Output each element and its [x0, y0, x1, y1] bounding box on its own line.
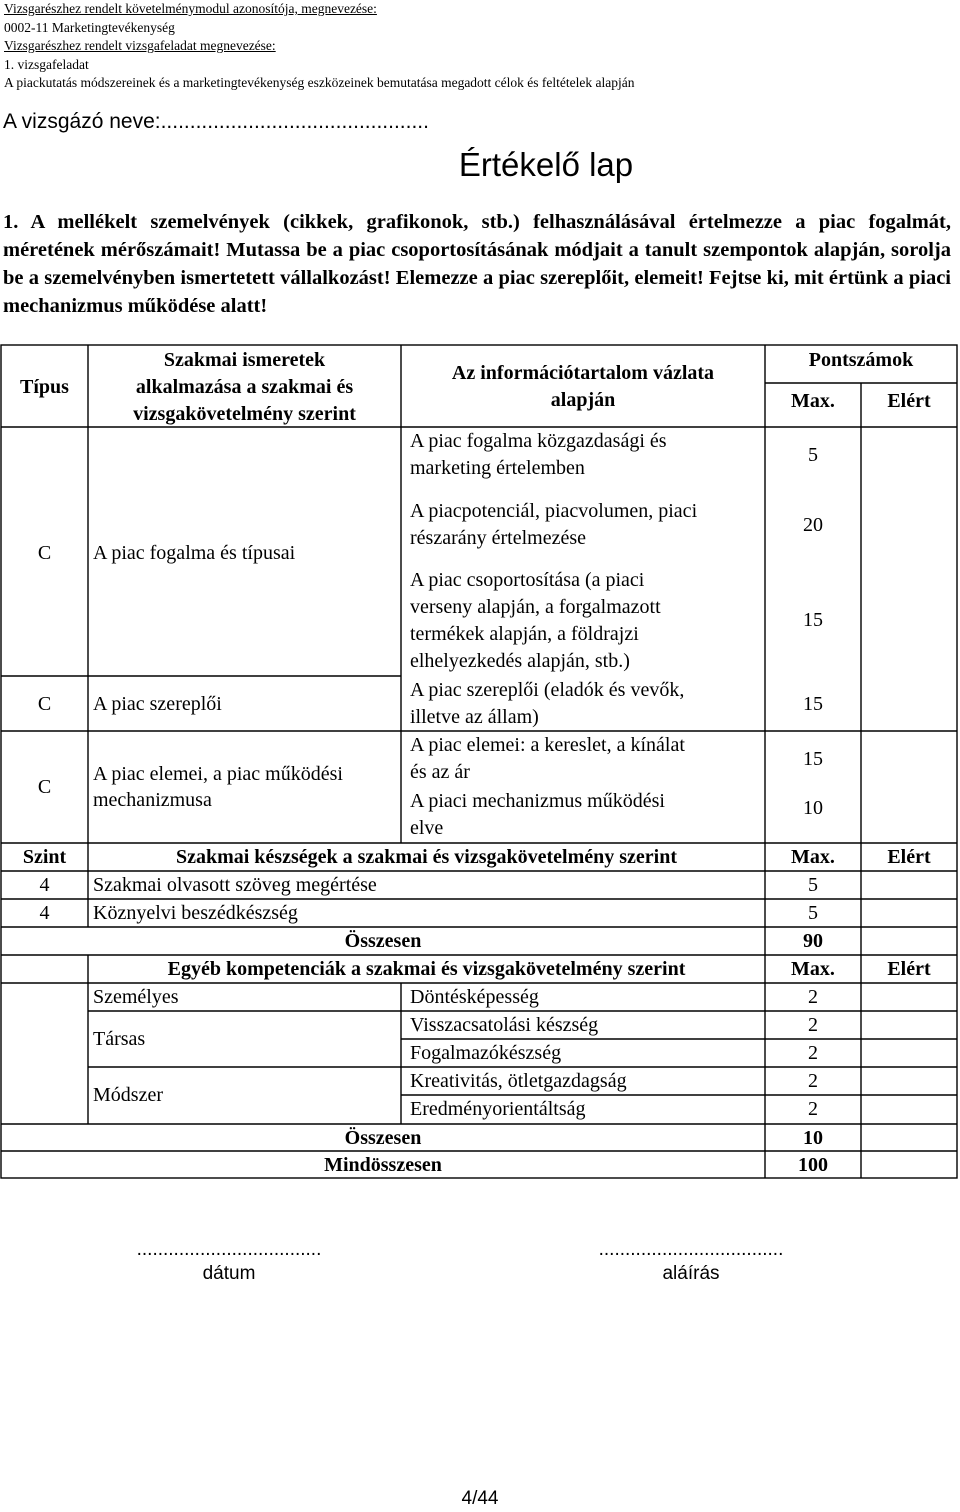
- task-number: 1. vizsgafeladat: [4, 56, 89, 72]
- subtotal-1-label: Összesen: [344, 930, 422, 952]
- subtotal-2-label: Összesen: [344, 1127, 422, 1149]
- group-2-type: C: [37, 693, 52, 715]
- item-1-max: 5: [808, 444, 818, 466]
- item-5-max: 15: [803, 748, 823, 770]
- page-number: 4/44: [461, 1488, 499, 1509]
- skill-1-level: 4: [39, 874, 50, 896]
- skill-2-max: 5: [808, 902, 818, 924]
- skills-header-achieved: Elért: [887, 846, 931, 868]
- skills-header-level: Szint: [22, 846, 67, 868]
- signature-label: aláírás: [662, 1263, 720, 1284]
- competencies-header-max: Max.: [791, 958, 835, 980]
- signature-line: ...................................: [598, 1239, 784, 1260]
- header-max: Max.: [791, 390, 835, 412]
- skills-header-max: Max.: [791, 846, 835, 868]
- task-label: Vizsgarészhez rendelt vizsgafeladat megnevezése:: [4, 38, 276, 54]
- header-knowledge-1: Szakmai ismeretek: [163, 349, 326, 371]
- competency-4-label: Kreativitás, ötletgazdagság: [410, 1070, 627, 1092]
- grand-total-max: 100: [798, 1154, 828, 1176]
- competency-3-label: Fogalmazókészség: [410, 1042, 562, 1064]
- item-3-line-1: A piac csoportosítása (a piaci: [410, 569, 645, 591]
- document-header: [4, 0, 635, 93]
- competency-group-method: Módszer: [93, 1084, 163, 1106]
- header-knowledge-2: alkalmazása a szakmai és: [135, 376, 354, 398]
- skill-1-max: 5: [808, 874, 818, 896]
- competency-5-label: Eredményorientáltság: [410, 1098, 586, 1120]
- task-name: A piackutatás módszereinek és a marketingtevékenység eszközeinek bemutatása megadott célok és feltételek alapján: [4, 75, 635, 91]
- subtotal-1-max: 90: [803, 930, 823, 952]
- competency-4-max: 2: [808, 1070, 818, 1092]
- competency-group-social: Társas: [93, 1028, 146, 1050]
- skill-2-level: 4: [39, 902, 50, 924]
- item-6-line-2: elve: [410, 817, 444, 839]
- group-1-topic: A piac fogalma és típusai: [93, 542, 296, 564]
- header-knowledge-3: vizsgakövetelmény szerint: [133, 403, 356, 425]
- competency-group-personal: Személyes: [93, 986, 179, 1008]
- competency-1-label: Döntésképesség: [410, 986, 539, 1008]
- competency-3-max: 2: [808, 1042, 818, 1064]
- item-2-max: 20: [803, 514, 823, 536]
- header-achieved: Elért: [887, 390, 931, 412]
- item-1-line-2: marketing értelemben: [410, 457, 585, 479]
- competency-5-max: 2: [808, 1098, 818, 1120]
- item-1-line-1: A piac fogalma közgazdasági és: [410, 430, 667, 452]
- group-1-type: C: [37, 542, 52, 564]
- date-label: dátum: [202, 1263, 256, 1284]
- header-outline-2: alapján: [550, 389, 616, 411]
- date-block: [91, 1238, 367, 1286]
- signature-block: [553, 1238, 829, 1286]
- item-3-line-3: termékek alapján, a földrajzi: [410, 623, 639, 645]
- skill-1-label: Szakmai olvasott szöveg megértése: [93, 874, 377, 896]
- competency-1-max: 2: [808, 986, 818, 1008]
- competency-2-label: Visszacsatolási készség: [410, 1014, 599, 1036]
- grand-total-label: Mindösszesen: [324, 1154, 442, 1176]
- header-type: Típus: [20, 376, 69, 398]
- competency-2-max: 2: [808, 1014, 818, 1036]
- item-4-line-1: A piac szereplői (eladók és vevők,: [410, 679, 685, 701]
- item-4-max: 15: [803, 693, 823, 715]
- item-5-line-1: A piac elemei: a kereslet, a kínálat: [410, 734, 685, 756]
- group-2-topic: A piac szereplői: [93, 693, 222, 715]
- skill-2-label: Köznyelvi beszédkészség: [93, 902, 298, 924]
- item-4-line-2: illetve az állam): [410, 706, 539, 728]
- task-description: 1. A mellékelt szemelvények (cikkek, grafikonok, stb.) felhasználásával értelmezze a piac fogalmát, méretének mérőszámait! Mutassa be a piac csoportosításának módjait a tanult szempontok alapján, sorolja be a szemelvényben ismertetett vállalkozást! Elemezze a piac szereplőit, elemeit! Fejtse ki, mit értünk a piaci mechanizmus működése alatt!: [3, 211, 951, 317]
- skills-header-label: Szakmai készségek a szakmai és vizsgakövetelmény szerint: [175, 846, 678, 868]
- module-name: 0002-11 Marketingtevékenység: [4, 19, 175, 35]
- item-3-line-2: verseny alapján, a forgalmazott: [410, 596, 661, 618]
- competencies-header-label: Egyéb kompetenciák a szakmai és vizsgakövetelmény szerint: [167, 958, 686, 980]
- subtotal-2-max: 10: [803, 1127, 823, 1149]
- item-3-max: 15: [803, 609, 823, 631]
- header-points: Pontszámok: [808, 349, 914, 371]
- item-6-max: 10: [803, 797, 823, 819]
- page-title: Értékelő lap: [458, 146, 634, 183]
- competencies-header-achieved: Elért: [887, 958, 931, 980]
- header-outline-1: Az információtartalom vázlata: [451, 362, 715, 384]
- group-3-topic-2: mechanizmusa: [93, 789, 212, 811]
- candidate-name-field: A vizsgázó neve:..............................................: [3, 110, 429, 133]
- date-line: ...................................: [136, 1239, 322, 1260]
- module-label: Vizsgarészhez rendelt követelménymodul azonosítója, megnevezése:: [4, 1, 377, 16]
- item-3-line-4: elhelyezkedés alapján, stb.): [410, 650, 630, 672]
- item-2-line-1: A piacpotenciál, piacvolumen, piaci: [410, 500, 698, 522]
- item-2-line-2: részarány értelmezése: [410, 527, 586, 549]
- item-6-line-1: A piaci mechanizmus működési: [410, 790, 665, 812]
- item-5-line-2: és az ár: [410, 761, 470, 783]
- group-3-topic-1: A piac elemei, a piac működési: [93, 763, 343, 785]
- group-3-type: C: [37, 776, 52, 798]
